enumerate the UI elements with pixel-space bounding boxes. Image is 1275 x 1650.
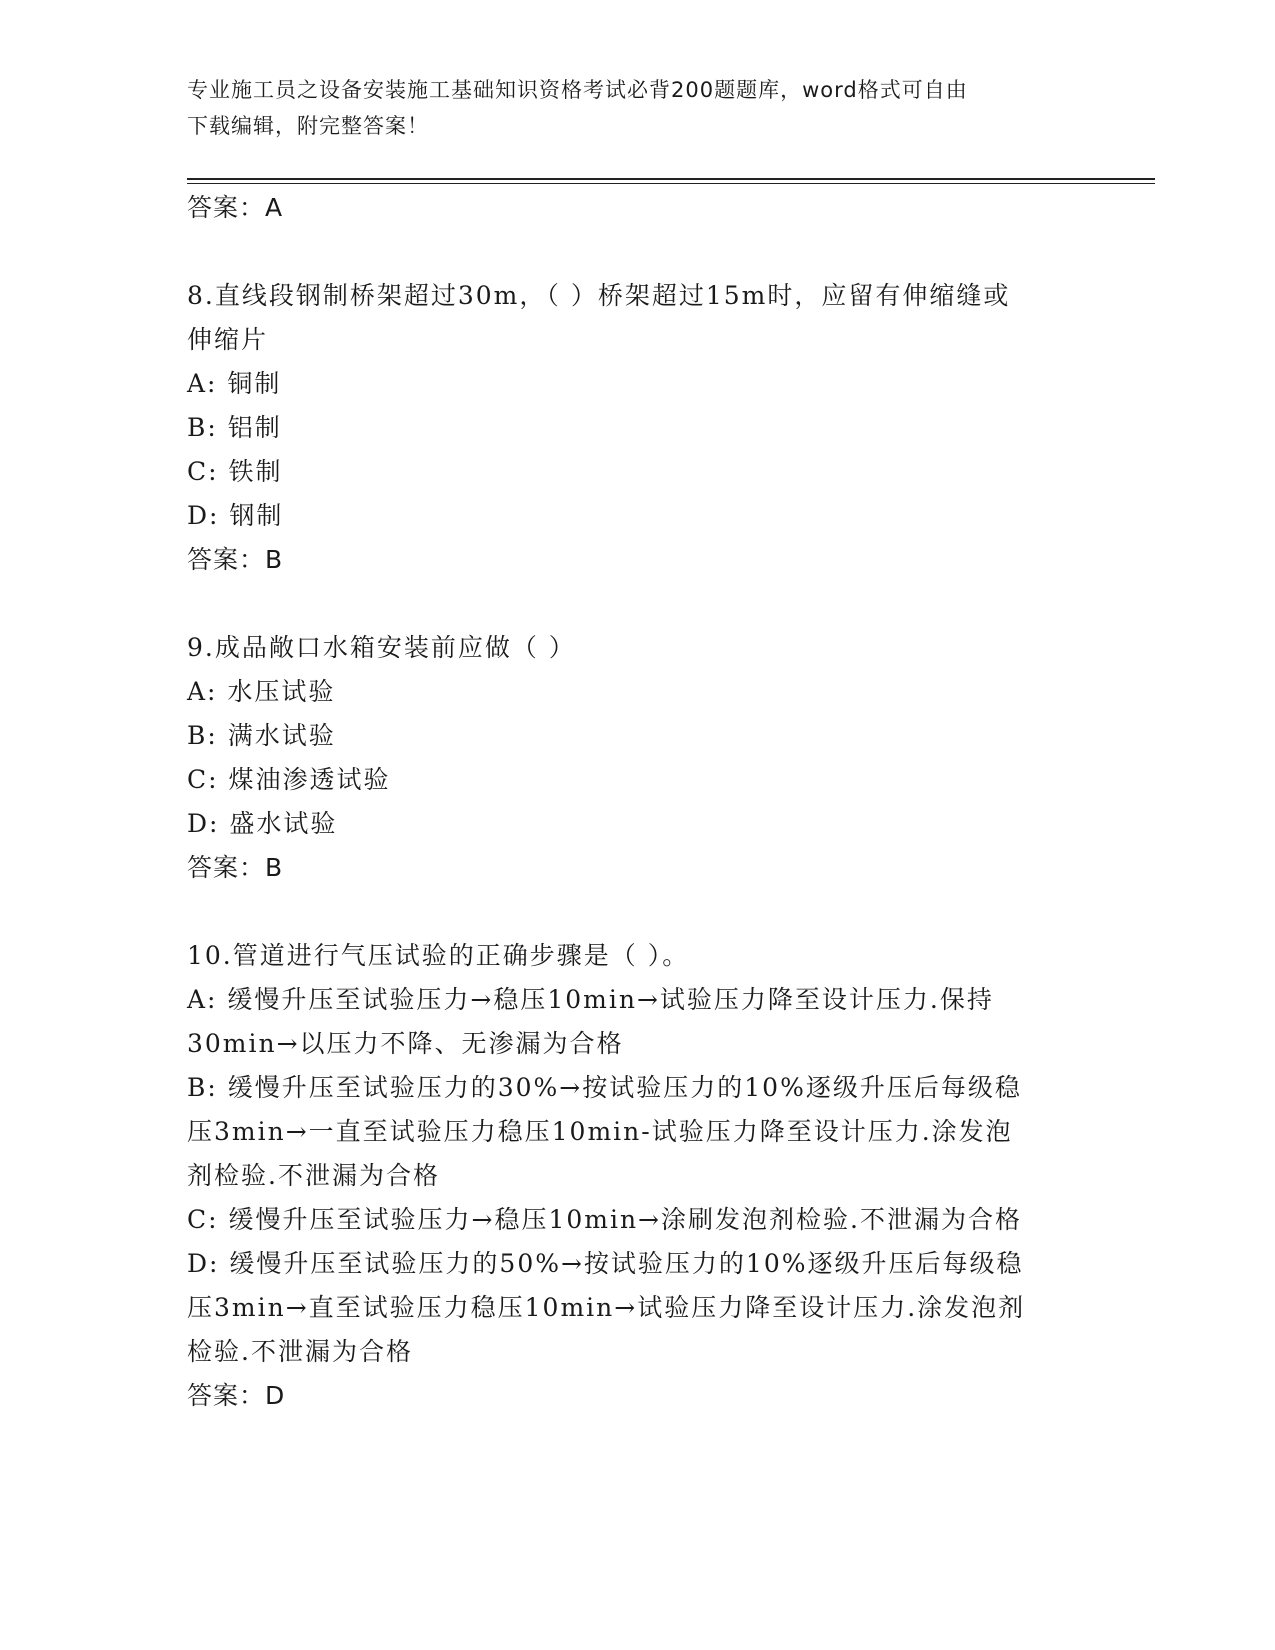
question-9-answer: 答案：B — [187, 853, 284, 882]
question-8-stem-line-1: 8.直线段钢制桥架超过30m，（ ）桥架超过15m时，应留有伸缩缝或 — [187, 281, 1011, 310]
header-line-2: 下载编辑，附完整答案！ — [187, 114, 429, 138]
question-9-option-a: A: 水压试验 — [187, 677, 336, 706]
previous-answer: 答案：A — [187, 193, 284, 222]
question-9-stem: 9.成品敞口水箱安装前应做（ ） — [187, 633, 576, 662]
question-10-answer: 答案：D — [187, 1381, 286, 1410]
question-9-option-c: C: 煤油渗透试验 — [187, 765, 391, 794]
header-line-1: 专业施工员之设备安装施工基础知识资格考试必背200题题库，word格式可自由 — [187, 78, 968, 102]
question-8-stem-line-2: 伸缩片 — [187, 325, 269, 354]
question-10-option-d-line-1: D: 缓慢升压至试验压力的50%→按试验压力的10%逐级升压后每级稳 — [187, 1249, 1024, 1278]
header-divider-thin — [187, 183, 1155, 184]
question-8-option-a: A: 铜制 — [187, 369, 282, 398]
question-10-option-d-line-3: 检验.不泄漏为合格 — [187, 1337, 413, 1366]
question-10-stem: 10.管道进行气压试验的正确步骤是（ ）。 — [187, 941, 690, 970]
question-10-option-d-line-2: 压3min→直至试验压力稳压10min→试验压力降至设计压力.涂发泡剂 — [187, 1293, 1026, 1322]
question-10-option-c-line-1: C: 缓慢升压至试验压力→稳压10min→涂刷发泡剂检验.不泄漏为合格 — [187, 1205, 1022, 1234]
question-10-option-a-line-1: A: 缓慢升压至试验压力→稳压10min→试验压力降至设计压力.保持 — [187, 985, 994, 1014]
question-9-option-d: D: 盛水试验 — [187, 809, 338, 838]
question-8-option-c: C: 铁制 — [187, 457, 283, 486]
question-10-option-b-line-2: 压3min→一直至试验压力稳压10min-试验压力降至设计压力.涂发泡 — [187, 1117, 1013, 1146]
question-9-option-b: B: 满水试验 — [187, 721, 336, 750]
question-10-option-b-line-3: 剂检验.不泄漏为合格 — [187, 1161, 440, 1190]
question-10-option-a-line-2: 30min→以压力不降、无渗漏为合格 — [187, 1029, 624, 1058]
question-8-option-d: D: 钢制 — [187, 501, 284, 530]
document-header — [187, 72, 1087, 144]
question-8-answer: 答案：B — [187, 545, 284, 574]
question-10-option-b-line-1: B: 缓慢升压至试验压力的30%→按试验压力的10%逐级升压后每级稳 — [187, 1073, 1022, 1102]
header-divider-thick — [187, 178, 1155, 180]
question-8-option-b: B: 铝制 — [187, 413, 282, 442]
